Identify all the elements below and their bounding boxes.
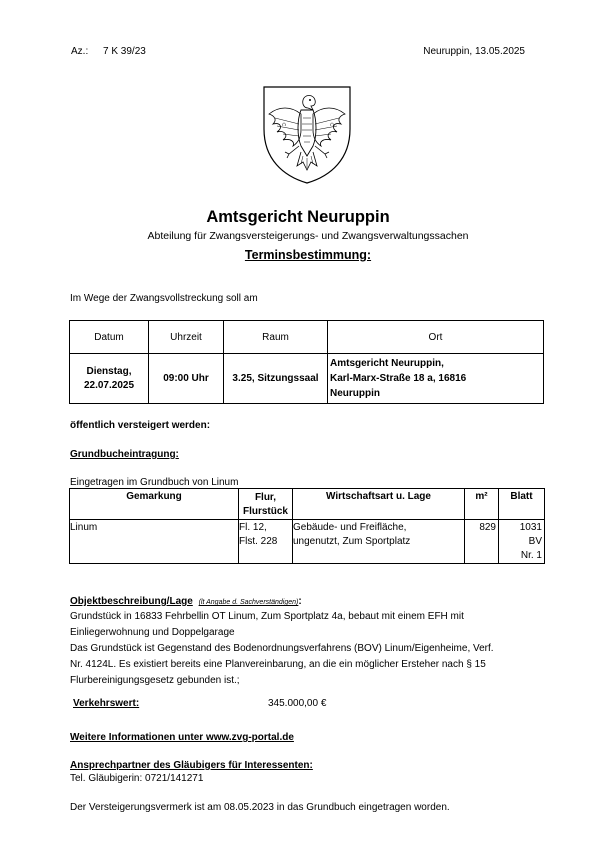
col-header-time: Uhrzeit — [149, 321, 224, 354]
document-title: Terminsbestimmung: — [244, 248, 372, 262]
land-register-table — [69, 488, 545, 564]
object-heading-suffix: : — [298, 596, 302, 607]
appointment-weekday: Dienstag, — [86, 365, 132, 377]
appointment-header-row — [70, 321, 544, 354]
file-number-label: Az.: — [71, 46, 89, 57]
cell-m2: 829 — [465, 520, 499, 564]
cell-flur — [239, 520, 293, 564]
cell-wirtschaftsart-line1: Gebäude- und Freifläche, — [293, 522, 407, 533]
object-line-2: Einliegerwohnung und Doppelgarage — [70, 627, 235, 638]
appointment-place-cell — [328, 354, 544, 404]
court-department: Abteilung für Zwangsversteigerungs- und Zwangsverwaltungssachen — [147, 230, 469, 242]
appointment-place-line1: Amtsgericht Neuruppin, — [330, 358, 444, 369]
contact-phone: Tel. Gläubigerin: 0721/141271 — [70, 773, 204, 784]
appointment-date-cell — [70, 354, 149, 404]
market-value-label: Verkehrswert: — [73, 698, 140, 709]
appointment-time: 09:00 Uhr — [149, 354, 224, 404]
col-header-wirtschaftsart: Wirtschaftsart u. Lage — [293, 489, 465, 520]
land-register-header-row — [70, 489, 545, 520]
land-register-heading: Grundbucheintragung: — [70, 449, 179, 460]
col-header-room: Raum — [224, 321, 328, 354]
appointment-place-line3: Neuruppin — [330, 388, 380, 399]
appointment-table — [69, 320, 544, 404]
land-register-source: Eingetragen im Grundbuch von Linum — [70, 477, 239, 488]
cell-blatt-line1: 1031 — [519, 522, 542, 533]
object-description — [70, 609, 494, 689]
object-line-4: Nr. 4124L. Es existiert bereits eine Planvereinbarung, an die ein möglicher Ersteher nach § 15 — [70, 659, 486, 670]
contact-heading: Ansprechpartner des Gläubigers für Interessenten: — [70, 760, 313, 771]
file-number-value: 7 K 39/23 — [103, 46, 146, 57]
col-header-gemarkung: Gemarkung — [70, 489, 239, 520]
land-register-row — [70, 520, 545, 564]
cell-blatt-line2: BV — [528, 536, 542, 547]
cell-blatt — [499, 520, 545, 564]
cell-blatt-line3: Nr. 1 — [520, 550, 542, 561]
col-header-blatt: Blatt — [499, 489, 545, 520]
col-header-flur-line2: Flurstück — [242, 506, 288, 517]
appointment-room: 3.25, Sitzungssaal — [224, 354, 328, 404]
cell-flur-line2: Flst. 228 — [239, 536, 278, 547]
cell-wirtschaftsart — [293, 520, 465, 564]
col-header-date: Datum — [70, 321, 149, 354]
object-heading — [70, 596, 302, 607]
file-number — [71, 46, 146, 57]
market-value-amount: 345.000,00 € — [268, 698, 327, 709]
object-line-1: Grundstück in 16833 Fehrbellin OT Linum, Zum Sportplatz 4a, bebaut mit einem EFH mit — [70, 611, 464, 622]
appointment-place-line2: Karl-Marx-Straße 18 a, 16816 — [330, 373, 467, 384]
cell-flur-line1: Fl. 12, — [239, 522, 267, 533]
eagle-shield-icon — [261, 84, 353, 186]
col-header-place: Ort — [328, 321, 544, 354]
place-date: Neuruppin, 13.05.2025 — [423, 46, 525, 57]
col-header-m2: m² — [465, 489, 499, 520]
object-line-5: Flurbereinigungsgesetz gebunden ist.; — [70, 675, 240, 686]
court-name: Amtsgericht Neuruppin — [206, 208, 390, 226]
coat-of-arms-emblem — [261, 84, 353, 186]
object-line-3: Das Grundstück ist Gegenstand des Bodenordnungsverfahrens (BOV) Linum/Eigenheime, Verf. — [70, 643, 494, 654]
auction-text: öffentlich versteigert werden: — [70, 420, 211, 431]
more-info-link[interactable]: Weitere Informationen unter www.zvg-portal.de — [70, 732, 294, 743]
object-heading-note: (lt Angabe d. Sachverständigen) — [198, 599, 299, 606]
appointment-date: 22.07.2025 — [83, 379, 135, 391]
appointment-row — [70, 354, 544, 404]
cell-wirtschaftsart-line2: ungenutzt, Zum Sportplatz — [293, 536, 411, 547]
intro-text: Im Wege der Zwangsvollstreckung soll am — [70, 293, 258, 304]
footer-note: Der Versteigerungsvermerk ist am 08.05.2023 in das Grundbuch eingetragen worden. — [70, 802, 450, 813]
col-header-flur-line1: Flur, — [254, 492, 277, 503]
cell-gemarkung: Linum — [70, 520, 239, 564]
object-heading-label: Objektbeschreibung/Lage — [70, 596, 193, 607]
col-header-flur — [239, 489, 293, 520]
